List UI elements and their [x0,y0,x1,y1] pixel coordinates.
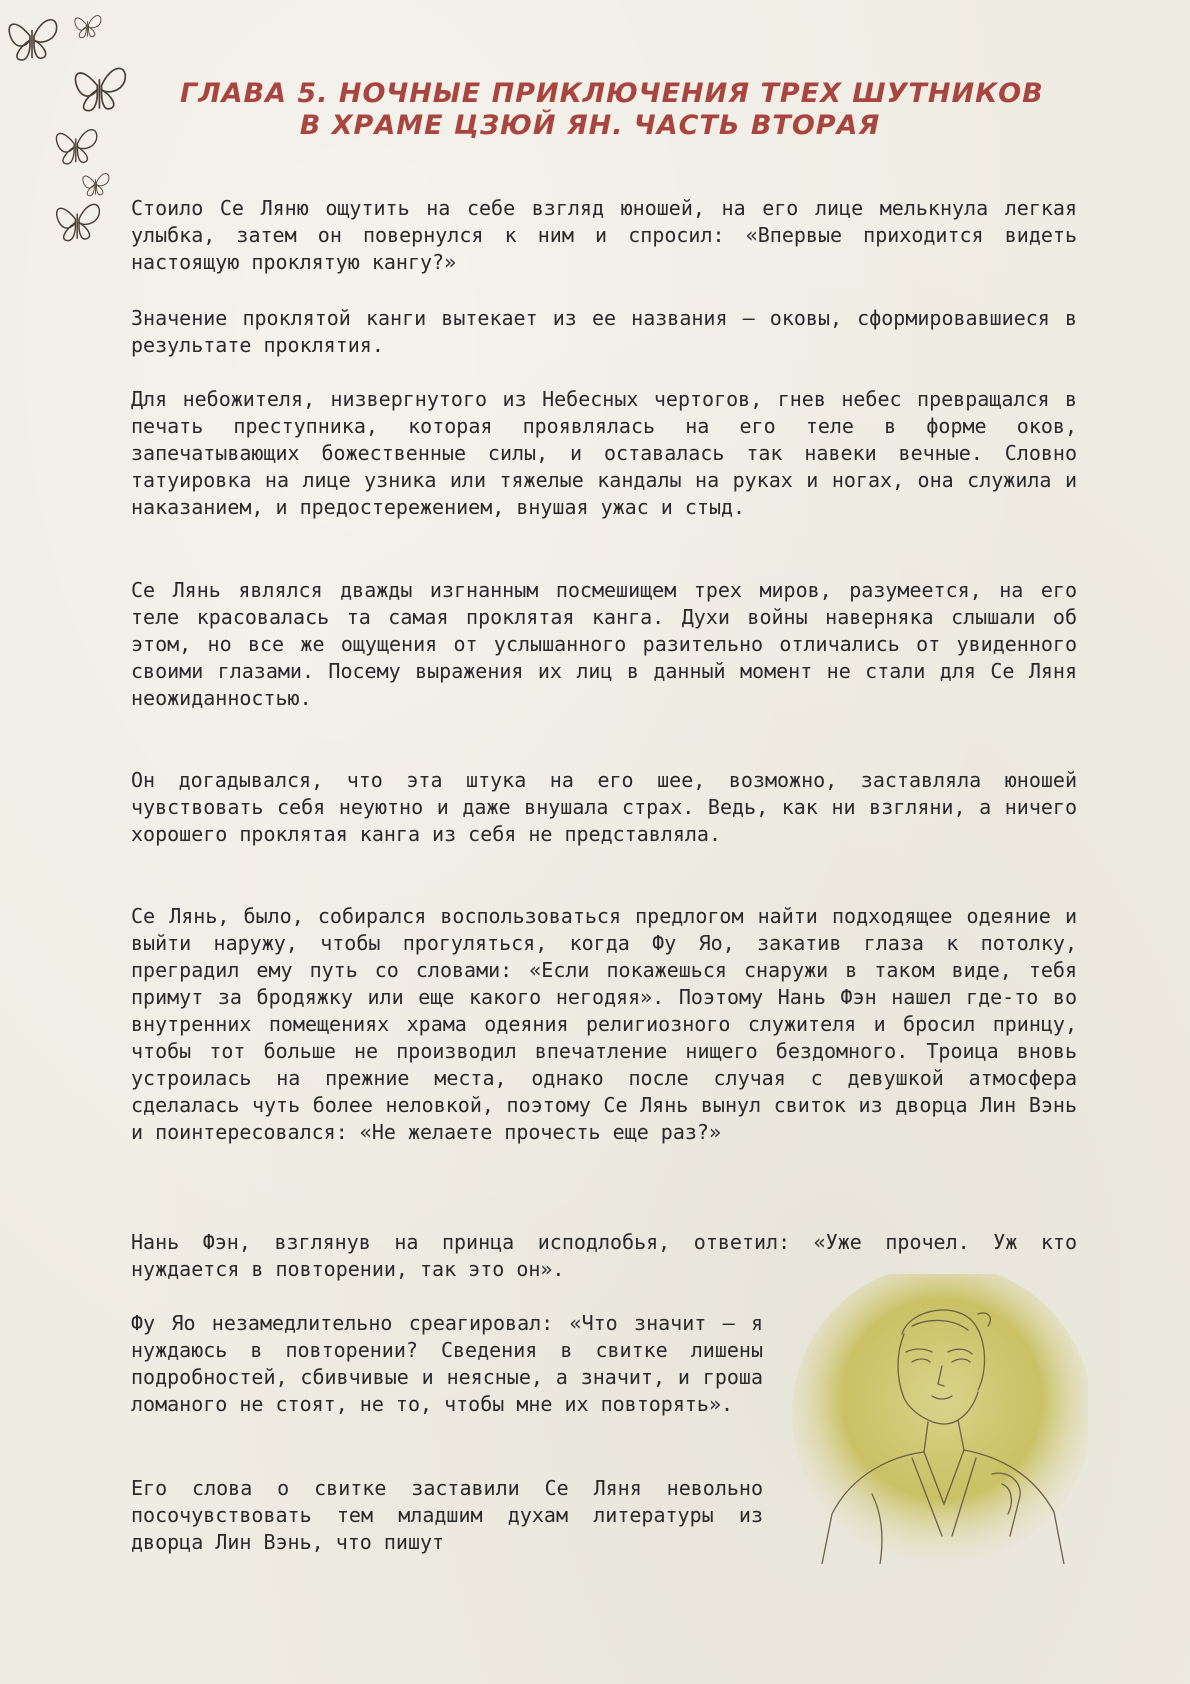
butterfly-icon [56,130,96,164]
chapter-title-line-1: ГЛАВА 5. НОЧНЫЕ ПРИКЛЮЧЕНИЯ ТРЕХ ШУТНИКОВ [180,78,1044,109]
paragraph: Он догадывался, что эта штука на его шее, возможно, заставляла юношей чувствовать себя неуютно и даже внушала страх. Ведь, как ни взгляни, а ничего хорошего проклятая канга из себя не представляла. [131,768,1077,846]
paragraph: Се Лянь, было, собирался воспользоваться предлогом найти подходящее одеяние и выйти наружу, чтобы прогуляться, когда Фу Яо, закатив глаза к потолку, преградил ему путь со словами: «Если покажешься снаружи в таком виде, тебя примут за бродяжку или еще какого негодяя». Поэтому Нань Фэн нашел где-то во внутренних помещениях храма одеяния религиозного служителя и бросил принцу, чтобы тот больше не производил впечатление нищего бездомного. Троица вновь устроилась на прежние места, однако после случая с девушкой атмосфера сделалась чуть более неловкой, поэтому Се Лянь вынул свиток из дворца Лин Вэнь и поинтересовался: «Не желаете прочесть еще раз?» [131,904,1077,1144]
butterfly-icon [9,20,56,60]
paragraph: Нань Фэн, взглянув на принца исподлобья, ответил: «Уже прочел. Уж кто нуждается в повторении, так это он». [131,1230,1077,1281]
paragraph: Для небожителя, низвергнутого из Небесных чертогов, гнев небес превращался в печать преступника, которая проявлялась на его теле в форме оков, запечатывающих божественные силы, и оставалась так навеки вечные. Словно татуировка на лице узника или тяжелые кандалы на руках и ногах, она служила и наказанием, и предостережением, внушая ужас и стыд. [131,387,1077,519]
paragraph: Значение проклятой канги вытекает из ее названия — оковы, сформировавшиеся в результате проклятия. [131,306,1077,357]
chapter-title-line-2: В ХРАМЕ ЦЗЮЙ ЯН. ЧАСТЬ ВТОРАЯ [299,110,881,141]
chapter-title [180,78,1044,142]
paragraph: Се Лянь являлся дважды изгнанным посмешищем трех миров, разумеется, на его теле красовалась та самая проклятая канга. Духи войны наверняка слышали об этом, но все же ощущения от услышанного разительно отличались от увиденного своими глазами. Посему выражения их лиц в данный момент не стали для Се Ляня неожиданностью. [131,578,1077,710]
paragraph: Стоило Се Ляню ощутить на себе взгляд юношей, на его лице мелькнула легкая улыбка, затем он повернулся к ним и спросил: «Впервые приходится видеть настоящую проклятую кангу?» [131,196,1077,274]
butterfly-icon [57,204,100,240]
butterfly-icon [75,68,125,110]
character-illustration [792,1274,1088,1564]
butterfly-icon [75,16,101,38]
butterfly-icon [83,174,109,196]
paragraph: Фу Яо незамедлительно среагировал: «Что значит — я нуждаюсь в повторении? Сведения в свитке лишены подробностей, сбивчивые и неясные, а значит, и гроша ломаного не стоят, не то, чтобы мне их повторять». [131,1311,763,1416]
paragraph: Его слова о свитке заставили Се Ляня невольно посочувствовать тем младшим духам литературы из дворца Лин Вэнь, что пишут [131,1476,763,1554]
